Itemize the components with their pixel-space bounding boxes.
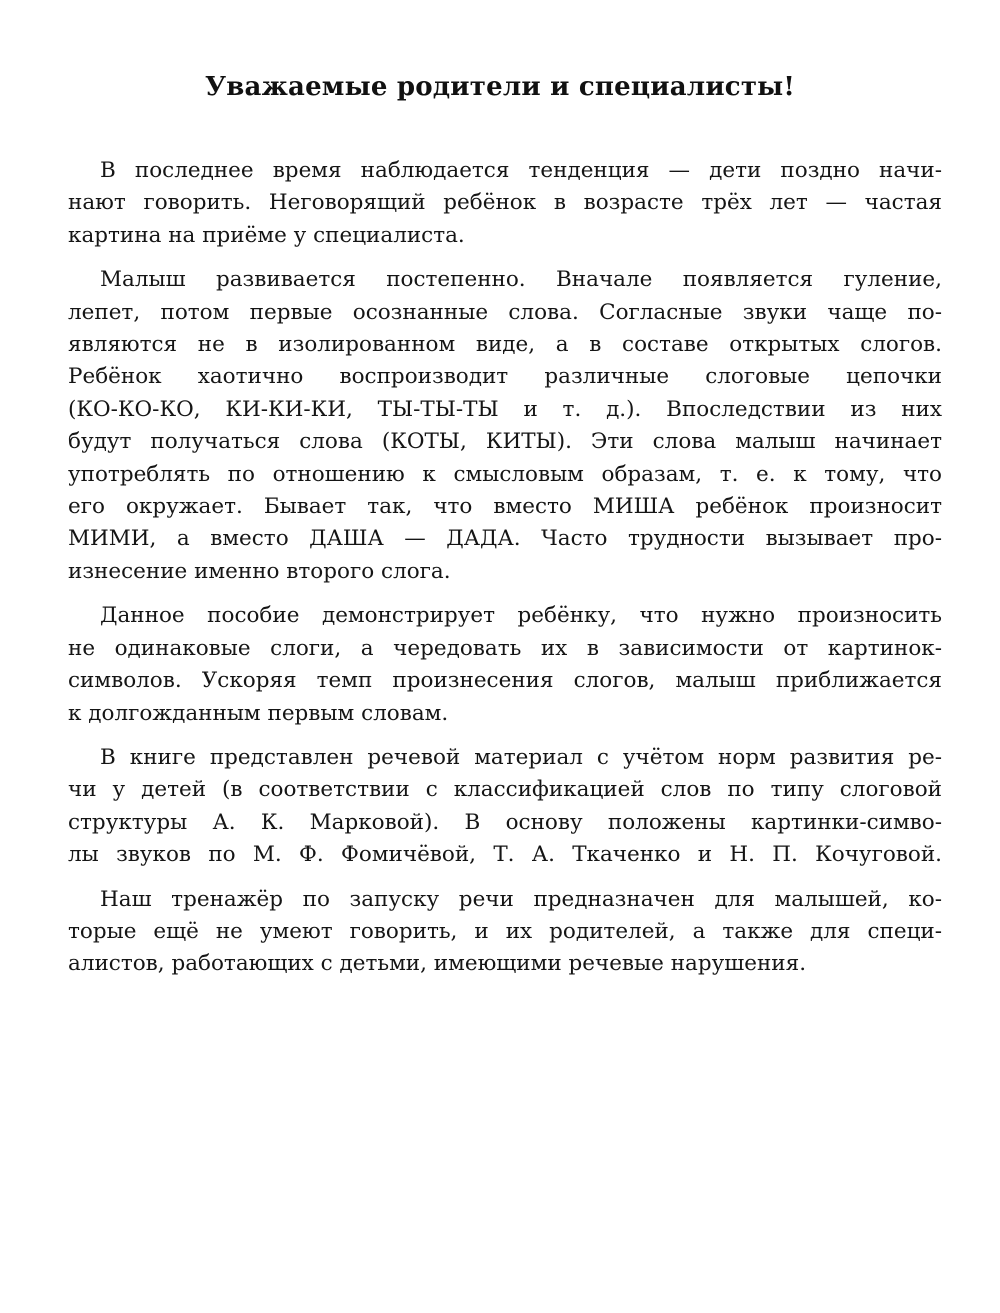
- text-line: лы звуков по М. Ф. Фомичёвой, Т. А. Ткаченко и Н. П. Кочуговой.: [68, 842, 942, 868]
- text-line: картина на приёме у специалиста.: [68, 222, 465, 248]
- text-line: лепет, потом первые осознанные слова. Согласные звуки чаще по-: [68, 299, 942, 325]
- text-line: чи у детей (в соответствии с классификацией слов по типу слоговой: [68, 777, 942, 803]
- text-line: структуры А. К. Марковой). В основу положены картинки-симво-: [68, 809, 942, 835]
- paragraph: [68, 742, 942, 872]
- paragraph: [68, 600, 942, 730]
- text-line: В книге представлен речевой материал с учётом норм развития ре-: [100, 744, 942, 770]
- text-line: Ребёнок хаотично воспроизводит различные слоговые цепочки: [68, 364, 942, 390]
- text-line: символов. Ускоряя темп произнесения слогов, малыш приближается: [68, 668, 942, 694]
- text-line: будут получаться слова (КОТЫ, КИТЫ). Эти слова малыш начинает: [68, 429, 942, 455]
- page-title: Уважаемые родители и специалисты!: [204, 72, 796, 102]
- paragraph: [68, 155, 942, 252]
- text-line: нают говорить. Неговорящий ребёнок в возрасте трёх лет — частая: [68, 190, 942, 216]
- text-line: Данное пособие демонстрирует ребёнку, что нужно произносить: [100, 603, 942, 629]
- text-line: к долгожданным первым словам.: [68, 700, 449, 726]
- text-line: его окружает. Бывает так, что вместо МИША ребёнок произносит: [68, 494, 942, 520]
- text-line: употреблять по отношению к смысловым образам, т. е. к тому, что: [68, 461, 942, 487]
- paragraph: [68, 264, 942, 588]
- text-line: торые ещё не умеют говорить, и их родителей, а также для специ-: [68, 918, 942, 944]
- text-line: Малыш развивается постепенно. Вначале появляется гуление,: [100, 267, 942, 293]
- paragraph: [68, 884, 942, 981]
- body-text: [68, 155, 942, 993]
- text-line: изнесение именно второго слога.: [68, 558, 451, 584]
- text-line: МИМИ, а вместо ДАША — ДАДА. Часто трудности вызывает про-: [68, 526, 942, 552]
- text-line: (КО-КО-КО, КИ-КИ-КИ, ТЫ-ТЫ-ТЫ и т. д.). Впоследствии из них: [68, 396, 942, 422]
- text-line: Наш тренажёр по запуску речи предназначен для малышей, ко-: [100, 886, 942, 912]
- text-line: алистов, работающих с детьми, имеющими речевые нарушения.: [68, 951, 807, 977]
- text-line: В последнее время наблюдается тенденция — дети поздно начи-: [100, 158, 942, 183]
- text-line: не одинаковые слоги, а чередовать их в зависимости от картинок-: [68, 635, 942, 661]
- text-line: являются не в изолированном виде, а в составе открытых слогов.: [68, 332, 942, 358]
